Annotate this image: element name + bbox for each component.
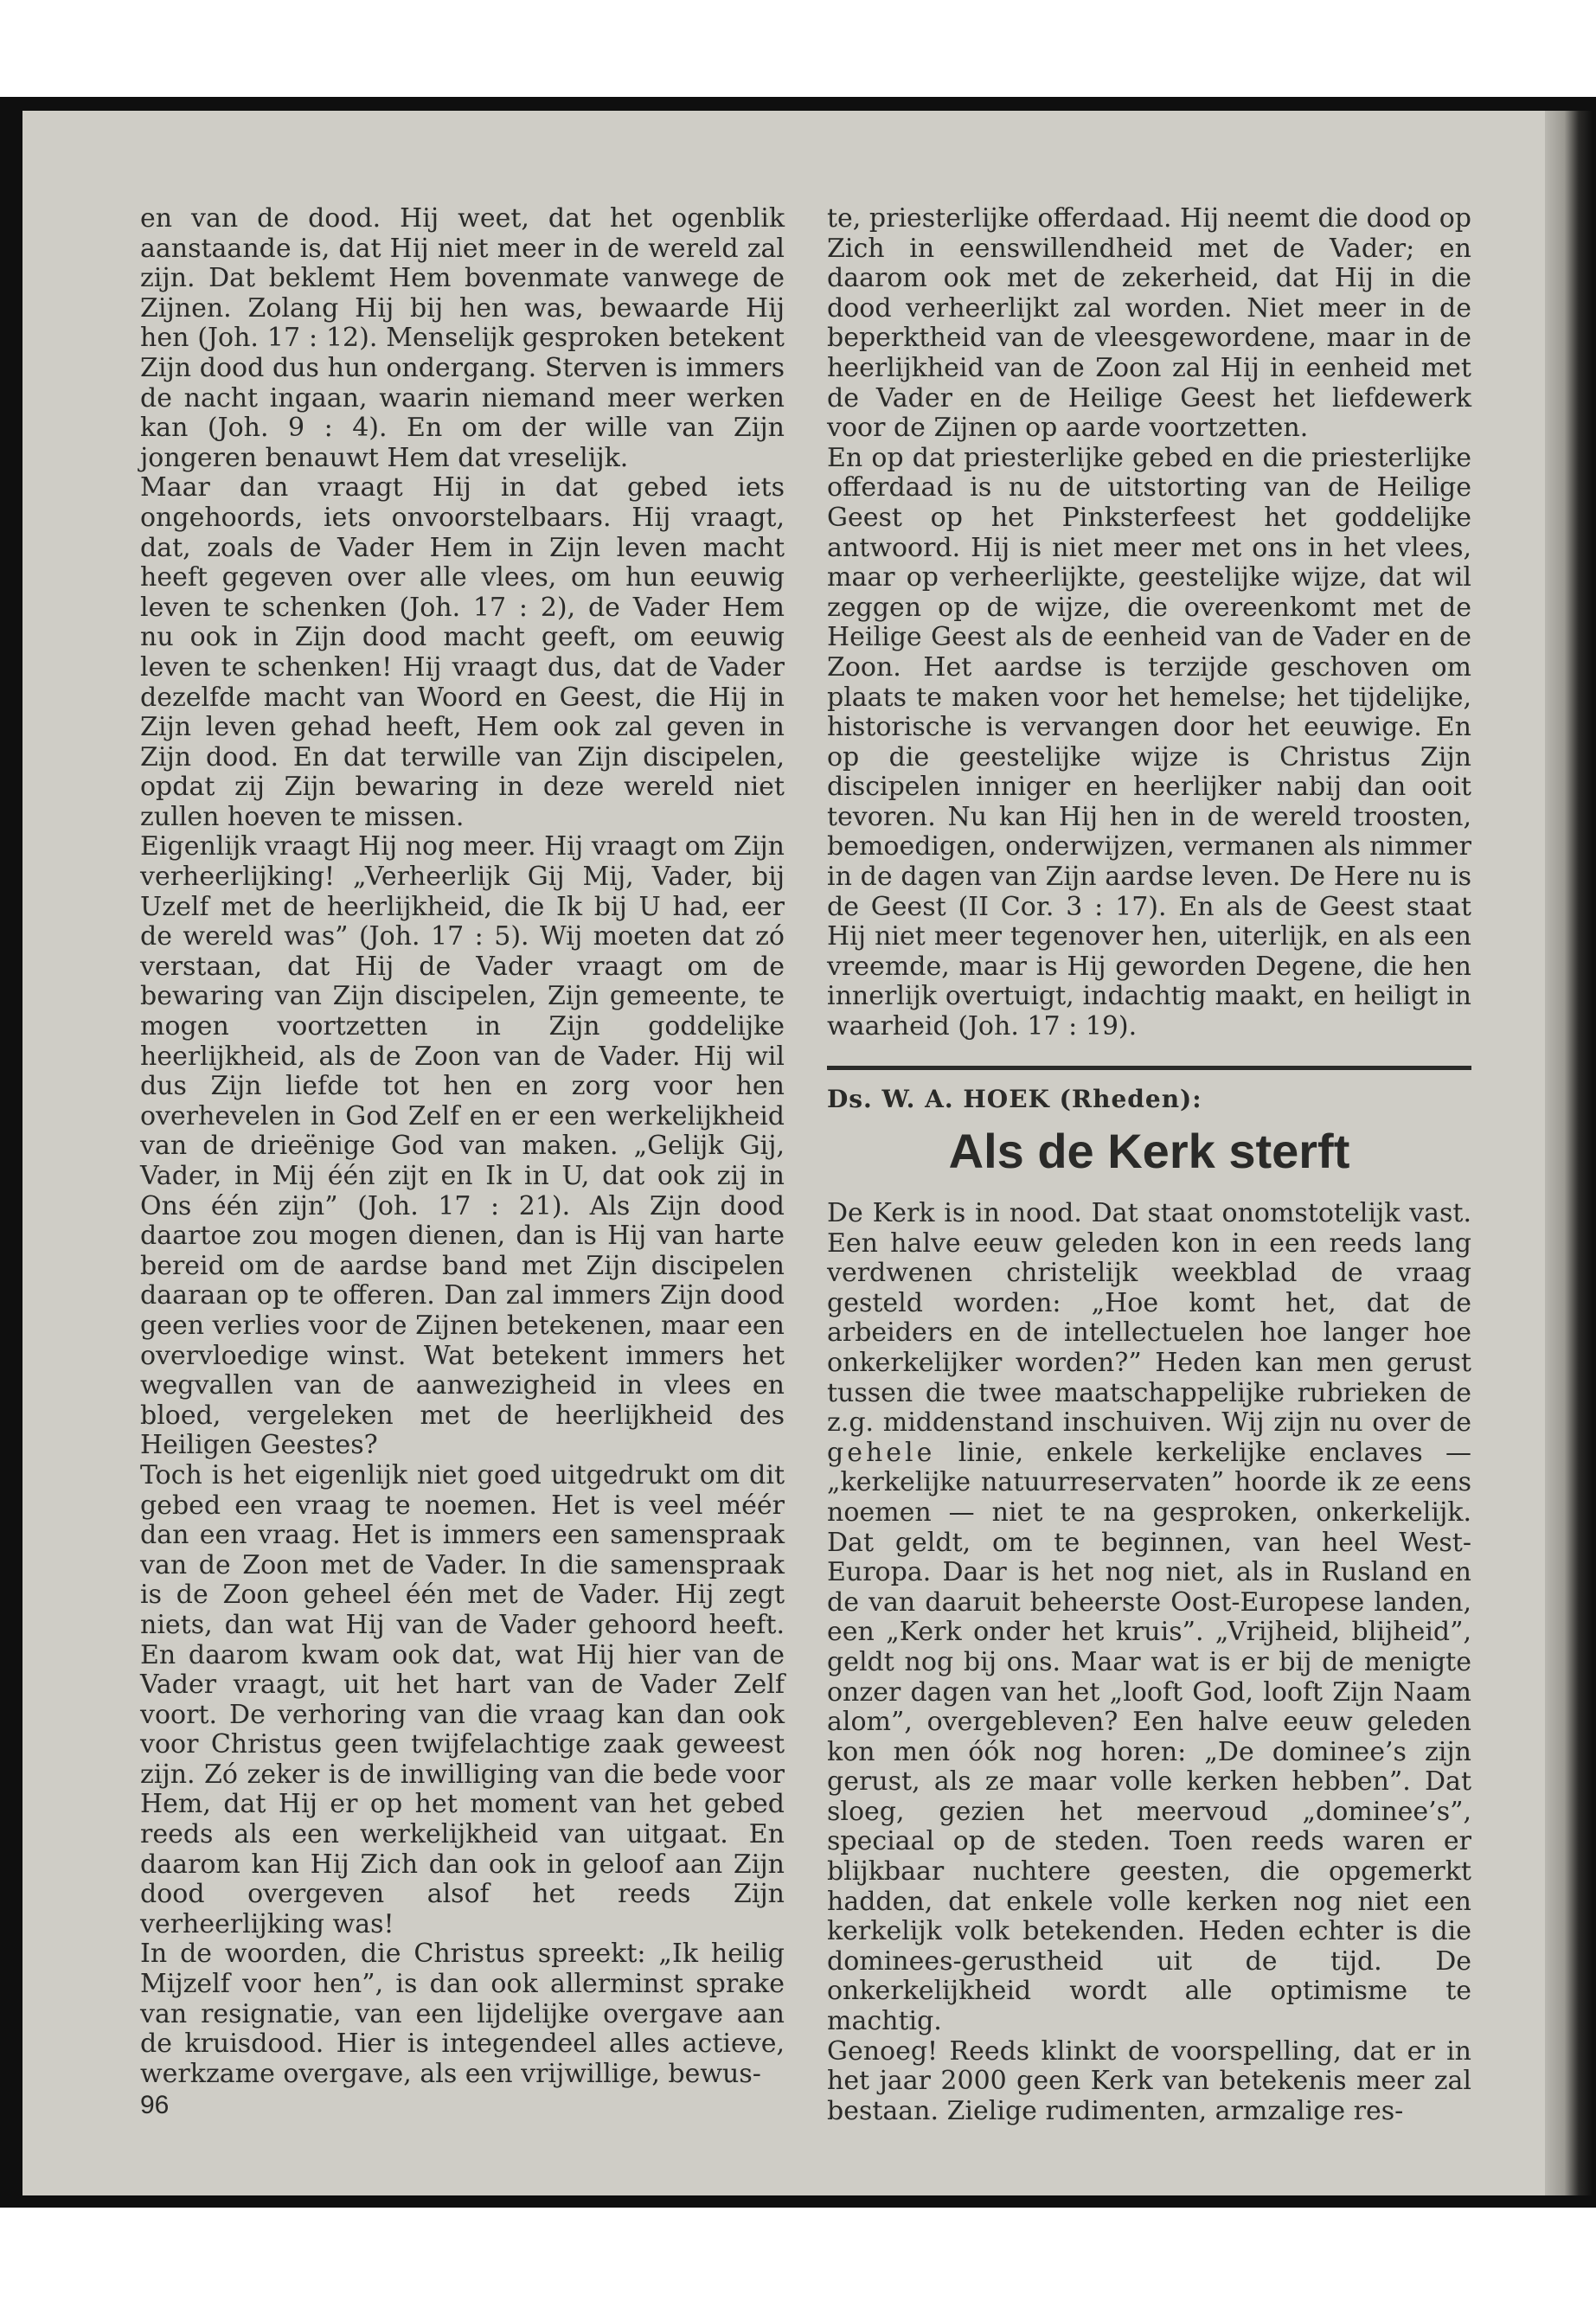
page-number: 96 bbox=[140, 2091, 170, 2120]
right-column-top bbox=[827, 204, 1471, 1042]
article-text: linie, enkele kerkelijke enclaves — „kerkelijke natuurreservaten” hoorde ik ze eens noemen — niet te na gesproken, onkerkelijk. Dat geldt, om te beginnen, van heel West-Europa. Daar is het nog niet, als in Rusland en de van daaruit beheerste Oost-Europese landen, een „Kerk onder het kruis”. „Vrijheid, blijheid”, geldt nog bij ons. Maar wat is er bij de menigte onzer dagen van het „looft God, looft Zijn Naam alom”, overgebleven? Een halve eeuw geleden kon men óók nog horen: „De dominee’s zijn gerust, als ze maar volle kerken hebben”. Dat sloeg, gezien het meervoud „dominee’s”, speciaal op de steden. Toen reeds waren er blijkbaar nuchtere geesten, die opgemerkt hadden, dat enkele volle kerken nog niet een kerkelijk volk betekenden. Heden echter is die dominees-gerustheid uit de tijd. De onkerkelijkheid wordt alle optimisme te machtig. bbox=[827, 1437, 1471, 2037]
article-title: Als de Kerk sterft bbox=[948, 1124, 1350, 1178]
left-paragraph-1: en van de dood. Hij weet, dat het ogenblik aanstaande is, dat Hij niet meer in de wereld zal zijn. Dat beklemt Hem bovenmate vanwege de Zijnen. Zolang Hij bij hen was, bewaarde Hij hen (Joh. 17 : 12). Menselijk gesproken betekent Zijn dood dus hun ondergang. Sterven is immers de nacht ingaan, waarin niemand meer werken kan (Joh. 9 : 4). En om der wille van Zijn jongeren benauwt Hem dat vreselijk. bbox=[140, 203, 785, 473]
article-author: Ds. W. A. HOEK (Rheden): bbox=[827, 1085, 1202, 1113]
article-text: De Kerk is in nood. Dat staat onomstotelijk vast. Een halve eeuw geleden kon in een reeds lang verdwenen christelijk weekblad de vraag gesteld worden: „Hoe komt het, dat de arbeiders en de intellectuelen hoe langer hoe onkerkelijker worden?” Heden kan men gerust tussen die twee maatschappelijke rubrieken de z.g. middenstand inschuiven. Wij zijn nu over de bbox=[827, 1198, 1471, 1439]
left-paragraph-5: In de woorden, die Christus spreekt: „Ik heilig Mijzelf voor hen”, is dan ook allerminst sprake van resignatie, van een lijdelijke overgave aan de kruisdood. Hier is integendeel alles actieve, werkzame overgave, als een vrijwillige, bewus- bbox=[140, 1939, 785, 2089]
book-binding-edge bbox=[1545, 111, 1593, 2195]
left-column bbox=[140, 204, 785, 2121]
left-paragraph-3: Eigenlijk vraagt Hij nog meer. Hij vraagt om Zijn verheerlijking! „Verheerlijk Gij Mij, Vader, bij Uzelf met de heerlijkheid, die Ik bij U had, eer de wereld was” (Joh. 17 : 5). Wij moeten dat zó verstaan, dat Hij de Vader vraagt om de bewaring van Zijn discipelen, Zijn gemeente, te mogen voortzetten in Zijn goddelijke heerlijkheid, als de Zoon van de Vader. Hij wil dus Zijn liefde tot hen en zorg voor hen overhevelen in God Zelf en er een werkelijkheid van de drieënige God van maken. „Gelijk Gij, Vader, in Mij één zijt en Ik in U, dat ook zij in Ons één zijn” (Joh. 17 : 21). Als Zijn dood daartoe zou mogen dienen, dan is Hij van harte bereid om de aardse band met Zijn discipelen daaraan op te offeren. Dan zal immers Zijn dood geen verlies voor de Zijnen betekenen, maar een overvloedige winst. Wat betekent immers het wegvallen van de aanwezigheid in vlees en bloed, vergeleken met de heerlijkheid des Heiligen Geestes? bbox=[140, 831, 785, 1461]
right-paragraph-1: te, priesterlijke offerdaad. Hij neemt die dood op Zich in eenswillendheid met de Vader; en daarom ook met de zekerheid, dat Hij in die dood verheerlijkt zal worden. Niet meer in de beperktheid van de vleesgewordene, maar in de heerlijkheid van de Zoon zal Hij in eenheid met de Vader en de Heilige Geest het liefdewerk voor de Zijnen op aarde voortzetten. bbox=[827, 203, 1471, 444]
article-body bbox=[827, 1199, 1471, 2126]
article-paragraph-1 bbox=[827, 1199, 1471, 2037]
article-paragraph-2: Genoeg! Reeds klinkt de voorspelling, dat er in het jaar 2000 geen Kerk van betekenis meer zal bestaan. Zielige rudimenten, armzalige res- bbox=[827, 2035, 1471, 2126]
left-paragraph-2: Maar dan vraagt Hij in dat gebed iets ongehoords, iets onvoorstelbaars. Hij vraagt, dat, zoals de Vader Hem in Zijn leven macht heeft gegeven over alle vlees, om hun eeuwig leven te schenken (Joh. 17 : 2), de Vader Hem nu ook in Zijn dood macht geeft, om eeuwig leven te schenken! Hij vraagt dus, dat de Vader dezelfde macht van Woord en Geest, die Hij in Zijn leven gehad heeft, Hem ook zal geven in Zijn dood. En dat terwille van Zijn discipelen, opdat zij Zijn bewaring in deze wereld niet zullen hoeven te missen. bbox=[140, 472, 785, 832]
article-divider bbox=[827, 1066, 1471, 1070]
right-paragraph-2: En op dat priesterlijke gebed en die priesterlijke offerdaad is nu de uitstorting van de Heilige Geest op het Pinksterfeest het goddelijke antwoord. Hij is niet meer met ons in het vlees, maar op verheerlijkte, geestelijke wijze, dat wil zeggen op de wijze, die overeenkomt met de Heilige Geest als de eenheid van de Vader en de Zoon. Het aardse is terzijde geschoven om plaats te maken voor het hemelse; het tijdelijke, historische is vervangen door het eeuwige. En op die geestelijke wijze is Christus Zijn discipelen inniger en heerlijker nabij dan ooit tevoren. Nu kan Hij hen in de wereld troosten, bemoedigen, onderwijzen, vermanen als nimmer in de dagen van Zijn aardse leven. De Here nu is de Geest (II Cor. 3 : 17). En als de Geest staat Hij niet meer tegenover hen, uiterlijk, en als een vreemde, maar is Hij geworden Degene, die hen innerlijk overtuigt, indachtig maakt, en heiligt in waarheid (Joh. 17 : 19). bbox=[827, 442, 1471, 1042]
left-paragraph-4: Toch is het eigenlijk niet goed uitgedrukt om dit gebed een vraag te noemen. Het is veel méér dan een vraag. Het is immers een samenspraak van de Zoon met de Vader. In die samenspraak is de Zoon geheel één met de Vader. Hij zegt niets, dan wat Hij van de Vader gehoord heeft. En daarom kwam ook dat, wat Hij hier van de Vader vraagt, uit het hart van de Vader Zelf voort. De verhoring van die vraag kan dan ook voor Christus geen twijfelachtige zaak geweest zijn. Zó zeker is de inwilliging van die bede voor Hem, dat Hij er op het moment van het gebed reeds als een werkelijkheid van uitgaat. En daarom kan Hij Zich dan ook in geloof aan Zijn dood overgeven alsof het reeds Zijn verheerlijking was! bbox=[140, 1459, 785, 1939]
article-text-spaced: gehele bbox=[827, 1437, 936, 1468]
